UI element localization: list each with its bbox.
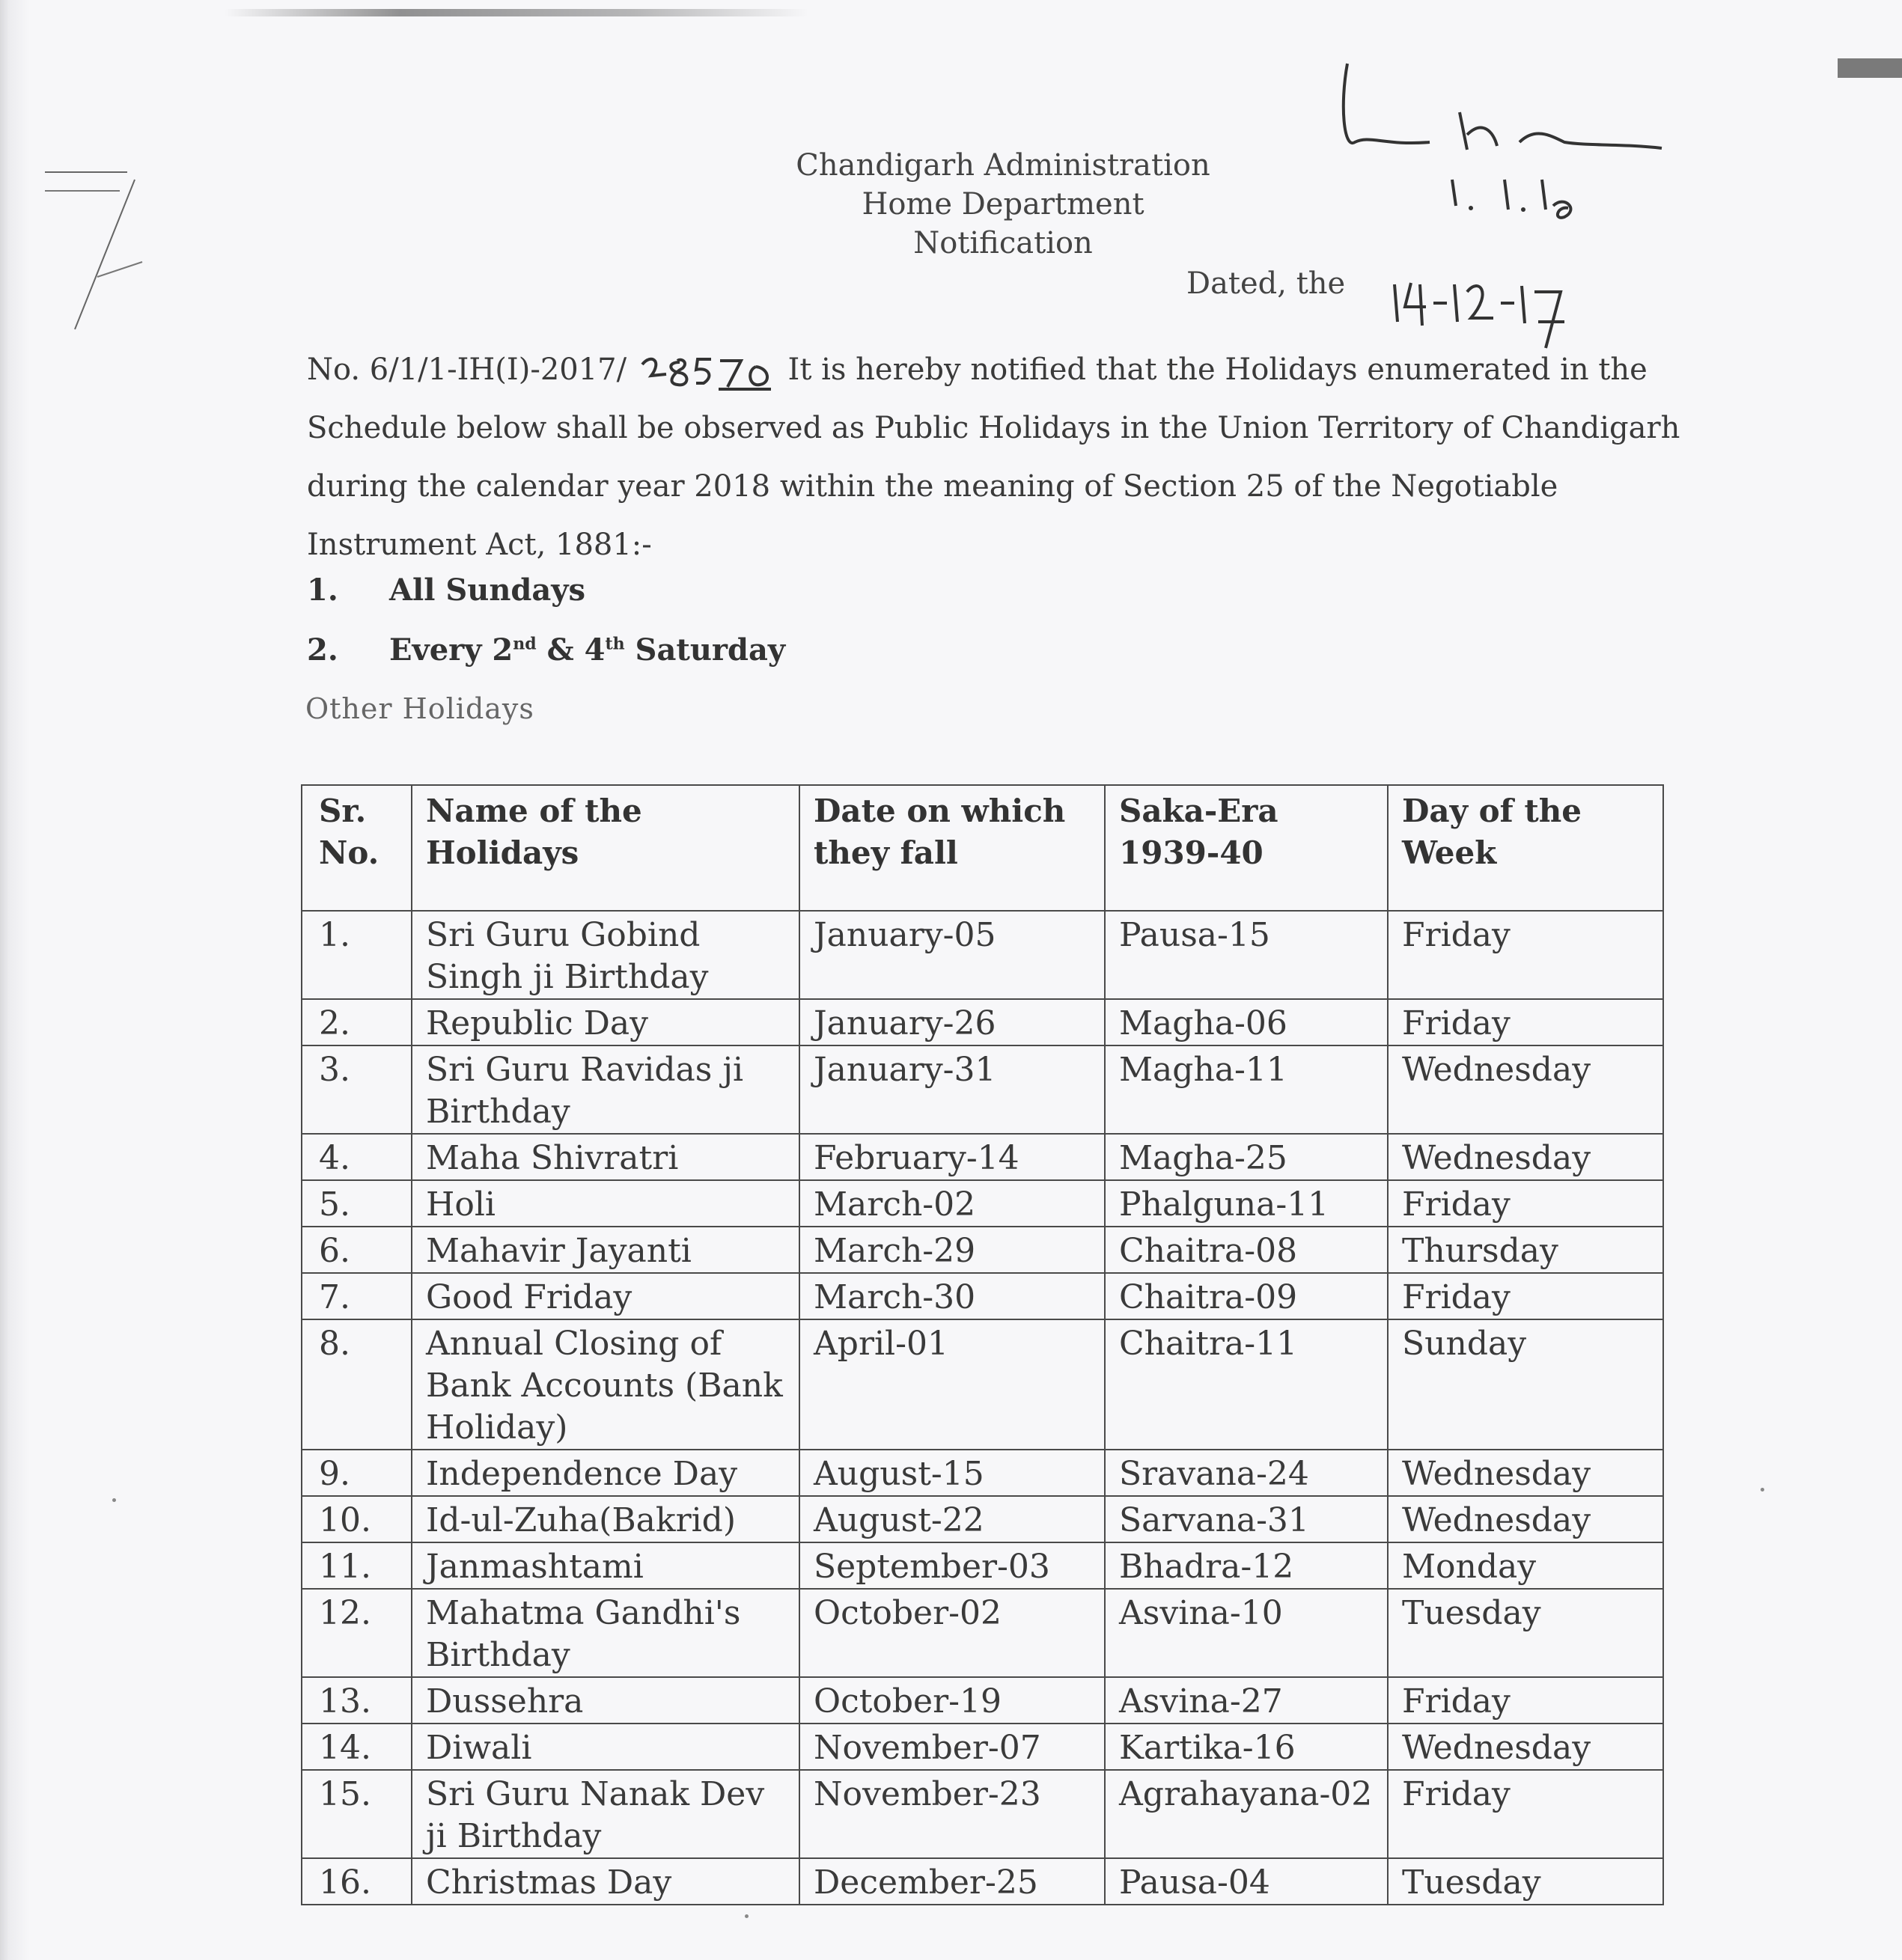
- cell-saka-era: Kartika-16: [1105, 1724, 1388, 1770]
- cell-date: March-29: [799, 1227, 1105, 1273]
- table-row: [302, 1227, 1663, 1273]
- cell-date: January-05: [799, 911, 1105, 999]
- cell-day-of-week: Friday: [1388, 1273, 1663, 1319]
- cell-day-of-week: Friday: [1388, 911, 1663, 999]
- cell-sr-no: 9.: [302, 1450, 412, 1496]
- cell-date: December-25: [799, 1858, 1105, 1905]
- cell-holiday-name: Annual Closing of Bank Accounts (Bank Holiday): [412, 1319, 799, 1450]
- scan-artifact: [225, 9, 808, 16]
- cell-holiday-name: Sri Guru Gobind Singh ji Birthday: [412, 911, 799, 999]
- handwritten-date: [1389, 269, 1568, 352]
- margin-marks: [45, 157, 150, 344]
- cell-sr-no: 11.: [302, 1542, 412, 1589]
- cell-holiday-name: Mahavir Jayanti: [412, 1227, 799, 1273]
- scan-speck: [745, 1914, 749, 1918]
- cell-sr-no: 7.: [302, 1273, 412, 1319]
- cell-sr-no: 6.: [302, 1227, 412, 1273]
- cell-day-of-week: Tuesday: [1388, 1858, 1663, 1905]
- cell-day-of-week: Monday: [1388, 1542, 1663, 1589]
- cell-holiday-name: Independence Day: [412, 1450, 799, 1496]
- cell-sr-no: 2.: [302, 999, 412, 1045]
- cell-saka-era: Chaitra-08: [1105, 1227, 1388, 1273]
- document-header: [704, 146, 1302, 263]
- scan-speck: [1761, 1488, 1764, 1492]
- cell-date: April-01: [799, 1319, 1105, 1450]
- cell-holiday-name: Sri Guru Nanak Dev ji Birthday: [412, 1770, 799, 1858]
- table-header-row: [302, 785, 1663, 911]
- cell-sr-no: 8.: [302, 1319, 412, 1450]
- other-holidays-label: Other Holidays: [305, 692, 534, 725]
- cell-day-of-week: Tuesday: [1388, 1589, 1663, 1677]
- header-line-administration: Chandigarh Administration: [796, 148, 1210, 183]
- list-text: All Sundays: [389, 573, 586, 608]
- cell-date: March-30: [799, 1273, 1105, 1319]
- cell-day-of-week: Wednesday: [1388, 1724, 1663, 1770]
- standing-holiday-sundays: [307, 573, 585, 608]
- header-line-notification: Notification: [913, 226, 1093, 260]
- cell-sr-no: 3.: [302, 1045, 412, 1134]
- table-row: [302, 1542, 1663, 1589]
- cell-day-of-week: Friday: [1388, 999, 1663, 1045]
- cell-sr-no: 1.: [302, 911, 412, 999]
- header-date: Date on which they fall: [799, 785, 1105, 911]
- cell-date: August-22: [799, 1496, 1105, 1542]
- table-row: [302, 911, 1663, 999]
- table-row: [302, 1858, 1663, 1905]
- cell-saka-era: Magha-06: [1105, 999, 1388, 1045]
- header-line-department: Home Department: [862, 187, 1144, 222]
- cell-holiday-name: Id-ul-Zuha(Bakrid): [412, 1496, 799, 1542]
- cell-date: January-26: [799, 999, 1105, 1045]
- cell-day-of-week: Friday: [1388, 1677, 1663, 1724]
- holiday-schedule-table: [301, 784, 1664, 1905]
- list-number: 2.: [307, 632, 338, 668]
- cell-saka-era: Magha-25: [1105, 1134, 1388, 1180]
- list-text: Every 2: [389, 632, 513, 668]
- header-day-of-week: Day of the Week: [1388, 785, 1663, 911]
- cell-date: October-02: [799, 1589, 1105, 1677]
- cell-sr-no: 15.: [302, 1770, 412, 1858]
- cell-holiday-name: Janmashtami: [412, 1542, 799, 1589]
- cell-day-of-week: Wednesday: [1388, 1496, 1663, 1542]
- cell-date: January-31: [799, 1045, 1105, 1134]
- cell-holiday-name: Good Friday: [412, 1273, 799, 1319]
- cell-saka-era: Agrahayana-02: [1105, 1770, 1388, 1858]
- cell-sr-no: 14.: [302, 1724, 412, 1770]
- cell-date: March-02: [799, 1180, 1105, 1227]
- table-row: [302, 1677, 1663, 1724]
- cell-date: February-14: [799, 1134, 1105, 1180]
- cell-holiday-name: Republic Day: [412, 999, 799, 1045]
- cell-date: November-23: [799, 1770, 1105, 1858]
- cell-saka-era: Magha-11: [1105, 1045, 1388, 1134]
- list-text: Saturday: [624, 632, 786, 668]
- cell-saka-era: Chaitra-09: [1105, 1273, 1388, 1319]
- table-row: [302, 1589, 1663, 1677]
- cell-saka-era: Asvina-10: [1105, 1589, 1388, 1677]
- scan-speck: [112, 1498, 116, 1502]
- table-row: [302, 999, 1663, 1045]
- table-row: [302, 1180, 1663, 1227]
- cell-date: August-15: [799, 1450, 1105, 1496]
- table-row: [302, 1273, 1663, 1319]
- scan-artifact: [1838, 58, 1902, 78]
- list-number: 1.: [307, 573, 338, 608]
- cell-day-of-week: Sunday: [1388, 1319, 1663, 1450]
- handwritten-initials: [1340, 60, 1684, 232]
- cell-sr-no: 4.: [302, 1134, 412, 1180]
- cell-saka-era: Sarvana-31: [1105, 1496, 1388, 1542]
- cell-sr-no: 16.: [302, 1858, 412, 1905]
- table-row: [302, 1319, 1663, 1450]
- cell-date: September-03: [799, 1542, 1105, 1589]
- cell-day-of-week: Wednesday: [1388, 1134, 1663, 1180]
- cell-day-of-week: Wednesday: [1388, 1450, 1663, 1496]
- notification-text: It is hereby notified that the Holidays enumerated in the Schedule below shall be observed as Public Holidays in the Union Territory of Chandigarh during the calendar year 2018 within the meaning of Section 25 of the Negotiable Instrument Act, 1881:-: [307, 352, 1680, 562]
- cell-sr-no: 10.: [302, 1496, 412, 1542]
- cell-holiday-name: Sri Guru Ravidas ji Birthday: [412, 1045, 799, 1134]
- cell-saka-era: Chaitra-11: [1105, 1319, 1388, 1450]
- cell-holiday-name: Holi: [412, 1180, 799, 1227]
- cell-holiday-name: Diwali: [412, 1724, 799, 1770]
- cell-saka-era: Phalguna-11: [1105, 1180, 1388, 1227]
- header-sr-no: Sr. No.: [302, 785, 412, 911]
- table-row: [302, 1134, 1663, 1180]
- cell-saka-era: Pausa-04: [1105, 1858, 1388, 1905]
- list-text: & 4: [536, 632, 606, 668]
- cell-holiday-name: Maha Shivratri: [412, 1134, 799, 1180]
- cell-holiday-name: Christmas Day: [412, 1858, 799, 1905]
- reference-number: No. 6/1/1-IH(I)-2017/: [307, 352, 627, 387]
- cell-date: October-19: [799, 1677, 1105, 1724]
- cell-day-of-week: Thursday: [1388, 1227, 1663, 1273]
- cell-saka-era: Asvina-27: [1105, 1677, 1388, 1724]
- ordinal-suffix: nd: [513, 634, 537, 654]
- header-saka-era: Saka-Era 1939-40: [1105, 785, 1388, 911]
- header-holiday-name: Name of the Holidays: [412, 785, 799, 911]
- cell-day-of-week: Friday: [1388, 1180, 1663, 1227]
- notification-paragraph: [307, 341, 1699, 574]
- table-row: [302, 1450, 1663, 1496]
- cell-holiday-name: Mahatma Gandhi's Birthday: [412, 1589, 799, 1677]
- standing-holiday-saturdays: [307, 632, 785, 668]
- cell-saka-era: Pausa-15: [1105, 911, 1388, 999]
- cell-date: November-07: [799, 1724, 1105, 1770]
- table-row: [302, 1770, 1663, 1858]
- cell-saka-era: Sravana-24: [1105, 1450, 1388, 1496]
- cell-sr-no: 13.: [302, 1677, 412, 1724]
- dated-label: Dated, the: [1186, 266, 1346, 301]
- cell-sr-no: 5.: [302, 1180, 412, 1227]
- cell-holiday-name: Dussehra: [412, 1677, 799, 1724]
- cell-saka-era: Bhadra-12: [1105, 1542, 1388, 1589]
- handwritten-reference-number: [636, 353, 778, 391]
- table-row: [302, 1724, 1663, 1770]
- cell-day-of-week: Friday: [1388, 1770, 1663, 1858]
- table-row: [302, 1045, 1663, 1134]
- table-row: [302, 1496, 1663, 1542]
- cell-sr-no: 12.: [302, 1589, 412, 1677]
- ordinal-suffix: th: [605, 634, 625, 654]
- cell-day-of-week: Wednesday: [1388, 1045, 1663, 1134]
